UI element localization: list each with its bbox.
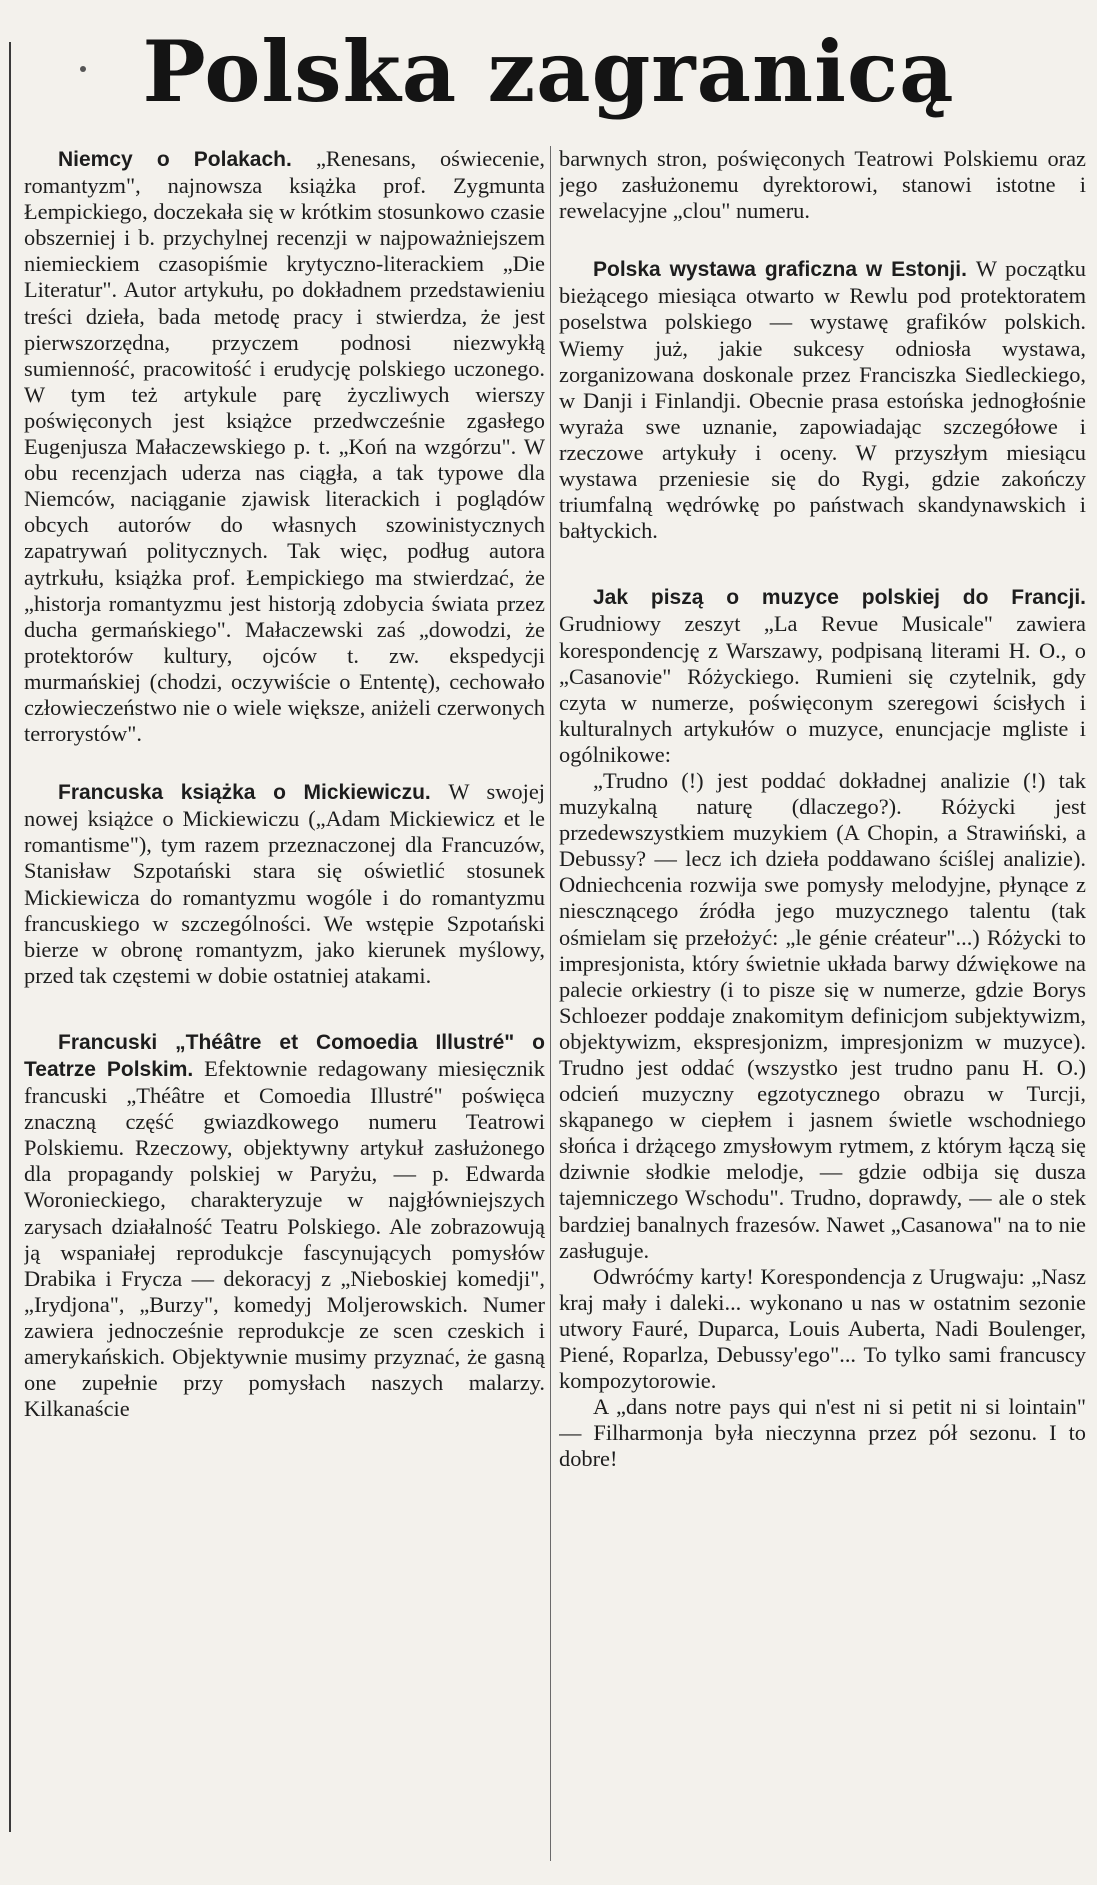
page-title: Polska zagranicą	[142, 22, 955, 121]
article-heading: Francuska książka o Mickiewiczu.	[58, 781, 449, 805]
article-body: W swojej nowej książce o Mickiewiczu („Adam Mickiewicz et le romantisme"), tym razem przeznaczonej dla Francuzów, Stanisław Szpotański stara się oświetlić stosunek Mickiewicza do romantyzmu wogóle i do romantyzmu francuskiego w szczególności. We wstępie Szpotański bierze w obronę romantyzm, jako kierunek myślowy, przed tak częstemi w dobie ostatniej atakami.	[24, 779, 545, 988]
article-music-uruguay: Odwróćmy karty! Korespondencja z Urugwaju: „Nasz kraj mały i daleki... wykonano u nas w ostatnim sezonie utwory Fauré, Duparca, Louis Auberta, Nadi Boulenger, Piené, Roparlza, Debussy'ego"... To tylko sami francuscy kompozytorowie.	[559, 1263, 1086, 1394]
article-music	[559, 584, 1086, 768]
article-niemcy	[24, 146, 545, 747]
article-body: „Renesans, oświecenie, romantyzm", najnowsza książka prof. Zygmunta Łempickiego, doczekała się w krótkim stosunkowo czasie obszerniej i b. przychylnej recenzji w najpoważniejszem niemieckiem czasopiśmie krytyczno-literackiem „Die Literatur". Autor artykułu, po dokładnem przedstawieniu treści dzieła, bada metodę pracy i stwierdza, że jest pierwszorzędna, przyczem podnosi niezwykłą sumienność, pracowitość i erudycję polskiego uczonego. W tym też artykule parę życzliwych wierszy poświęconych jest książce przedwcześnie zgasłego Eugenjusza Małaczewskiego p. t. „Koń na wzgórzu". W obu recenzjach uderza nas ciągła, a tak typowe dla Niemców, naciąganie zjawisk literackich i poglądów obcych autorów do własnych szowinistycznych zapatrywań politycznych. Tak więc, podług autora aytrkułu, książka prof. Łempickiego ma stwierdzać, że „historja romantyzmu jest historją zdobycia świata przez ducha germańskiego". Małaczewski zaś „dowodzi, że protektorów kultury, ojców t. zw. ekspedycji murmańskiej (chodzi, oczywiście o Ententę), cechowało człowieczeństwo nie o wiele większe, aniżeli czerwonych terrorystów".	[24, 146, 545, 747]
article-heading: Jak piszą o muzyce polskiej do Francji.	[593, 586, 1086, 610]
page-left-rule	[9, 42, 11, 1832]
article-body: Efektownie redagowany miesięcznik francuski „Théâtre et Comoedia Illustré" poświęca znaczną część gwiazdkowego numeru Teatrowi Polskiemu. Rzeczowy, objektywny artykuł zasłużonego dla propagandy polskiej w Paryżu, — p. Edwarda Woronieckiego, charakteryzuje w najgłówniejszych zarysach działalność Teatru Polskiego. Ale zobrazowują ją wspaniałej reprodukcje fascynujących pomysłów Drabika i Frycza — dekoracyj z „Nieboskiej komedji", „Irydjona", „Burzy", komedyj Moljerowskich. Numer zawiera jednocześnie reprodukcje ze scen czeskich i amerykańskich. Objektywnie musimy przyznać, że gasną one zupełnie przy pomysłach naszych malarzy. Kilkanaście	[24, 1056, 545, 1422]
article-estonia	[559, 256, 1086, 544]
article-music-closing: A „dans notre pays qui n'est ni si petit ni si lointain" — Filharmonja była nieczynna przez pół sezonu. I to dobre!	[559, 1394, 1086, 1472]
article-theatre	[24, 1029, 545, 1422]
column-left	[24, 146, 545, 1866]
article-body: Grudniowy zeszyt „La Revue Musicale" zawiera korespondencję z Warszawy, podpisaną literami H. O., o „Casanovie" Różyckiego. Rumieni się czytelnik, gdy czyta w numerze, poświęconym szeregowi ścisłych i kulturalnych artykułów o muzyce, enuncjacje mgliste i ogólnikowe:	[559, 611, 1086, 767]
article-theatre-continued: barwnych stron, poświęconych Teatrowi Polskiemu oraz jego zasłużonemu dyrektorowi, stanowi istotne i rewelacyjne „clou" numeru.	[559, 146, 1086, 224]
column-right	[559, 146, 1086, 1866]
article-body: W początku bieżącego miesiąca otwarto w Rewlu pod protektoratem poselstwa polskiego — wystawę grafików polskich. Wiemy już, jakie sukcesy odniosła wystawa, zorganizowana doskonale przez Franciszka Siedleckiego, w Danji i Finlandji. Obecnie prasa estońska jednogłośnie wyraża swe uznanie, zapowiadając szczegółowe i rzeczowe artykuły i oceny. W przyszłym miesiącu wystawa przeniesie się do Rygi, gdzie zakończy triumfalną wędrówkę po państwach skandynawskich i bałtyckich.	[559, 256, 1086, 544]
article-heading: Francuski „Théâtre et Comoedia Illustré" o Teatrze Polskim.	[24, 1030, 545, 1081]
article-music-quote: „Trudno (!) jest poddać dokładnej analizie (!) tak muzykalną naturę (dlaczego?). Różycki jest przedewszystkiem muzykiem (A Chopin, a Strawiński, a Debussy? — lecz ich dzieła poddawano ściślej analizie). Odniechcenia rozwija swe pomysły melodyjne, płynące z niescznącego źródła jego muzycznego talentu (tak ośmielam się przełożyć: „le génie créateur"...) Różycki to impresjonista, który świetnie układa barwy dźwiękowe na palecie orkiestry (i to pisze się w numerze, gdzie Borys Schloezer poddaje znakomitym definicjom subjektywizm, objektywizm, ekspresjonizm, impresjonizm w muzyce). Trudno jest oddać (wszystko jest trudno panu H. O.) odcień muzyczny egzotycznego obrazu w Turcji, skąpanego w ciepłem i jasnem świetle wschodniego słońca i drżącego zmysłowym rytmem, z którym łączą się dziwnie słodkie melodje, — gdzie odbija się dusza tajemniczego Wschodu". Trudno, doprawdy, — ale o stek bardziej banalnych frazesów. Nawet „Casanowa" na to nie zasługuje.	[559, 767, 1086, 1263]
article-heading: Niemcy o Polakach.	[58, 148, 316, 171]
column-divider	[550, 146, 551, 1861]
article-heading: Polska wystawa graficzna w Estonji.	[593, 258, 976, 282]
article-mickiewicz	[24, 779, 545, 989]
